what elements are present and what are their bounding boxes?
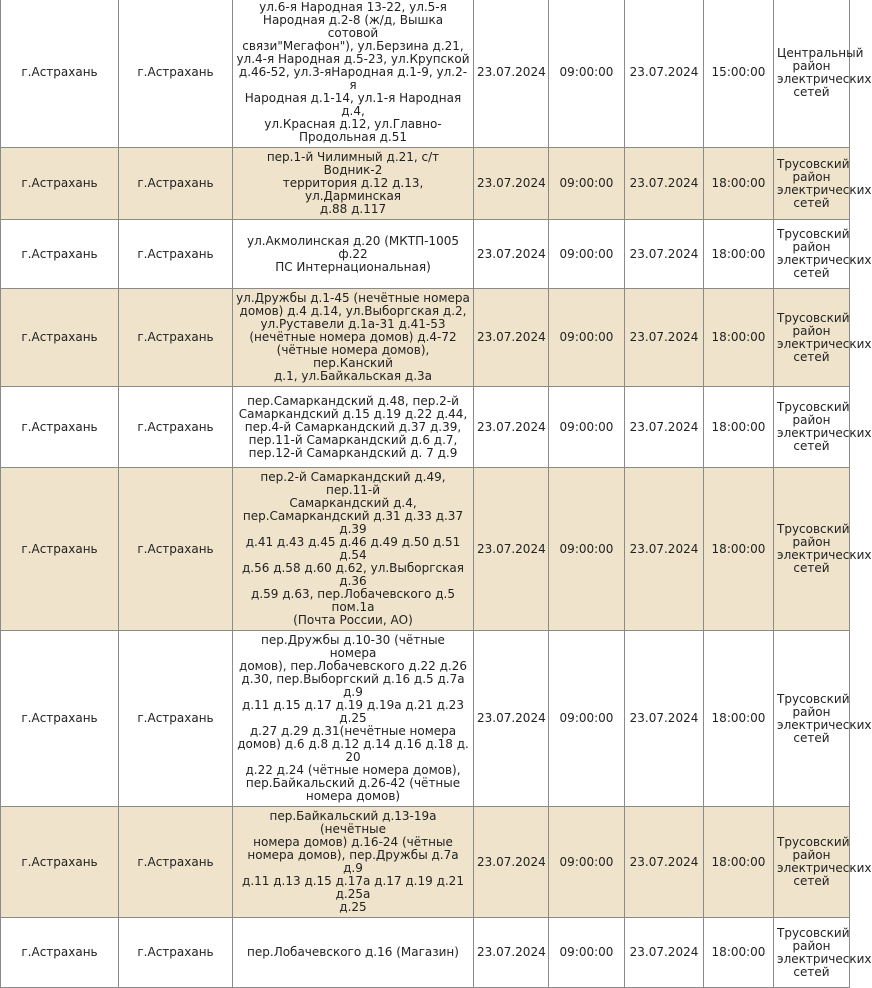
settlement-cell: г.Астрахань: [1, 918, 119, 988]
address-line: домов) д.6 д.8 д.12 д.14 д.16 д.18 д. 20: [237, 737, 469, 764]
end-time-cell: 18:00:00: [704, 918, 774, 988]
department-cell: [774, 148, 872, 220]
address-line: пер.Самаркандский д.31 д.33 д.37 д.39: [242, 509, 464, 536]
address-line: Народная д.2-8 (ж/д, Вышка сотовой: [262, 13, 444, 40]
address-cell: [233, 387, 474, 468]
end-time-cell: 18:00:00: [704, 220, 774, 289]
address-line: (нечётные номера домов) д.4-72: [249, 330, 457, 344]
start-date-cell: 23.07.2024: [474, 148, 549, 220]
end-date-cell: 23.07.2024: [625, 918, 704, 988]
department-line: Трусовский: [777, 691, 850, 706]
settlement-cell: г.Астрахань: [1, 148, 119, 220]
department-line: Трусовский: [777, 227, 850, 241]
address-cell: [233, 631, 474, 807]
department-line: район: [792, 240, 831, 254]
department-line: район: [792, 413, 831, 427]
start-date-cell: 23.07.2024: [474, 918, 549, 988]
department-line: сетей: [793, 266, 830, 280]
end-date-cell: 23.07.2024: [625, 220, 704, 289]
start-date-cell: 23.07.2024: [474, 387, 549, 468]
department-cell: [774, 918, 872, 988]
locality-cell: г.Астрахань: [119, 0, 233, 148]
start-time-cell: 09:00:00: [549, 289, 625, 387]
start-time-cell: 09:00:00: [549, 807, 625, 918]
locality-cell: г.Астрахань: [119, 289, 233, 387]
address-line: д.11 д.15 д.17 д.19 д.19а д.21 д.23 д.25: [242, 698, 464, 725]
department-line: электрических: [777, 951, 872, 966]
department-line: Трусовский: [777, 522, 850, 536]
department-line: электрических: [777, 548, 872, 562]
settlement-cell: г.Астрахань: [1, 807, 119, 918]
start-time-cell: 09:00:00: [549, 220, 625, 289]
locality-cell: г.Астрахань: [119, 918, 233, 988]
start-time-cell: 09:00:00: [549, 918, 625, 988]
address-line: д.22 д.24 (чётные номера домов),: [245, 763, 461, 777]
address-line: д.46-52, ул.3-яНародная д.1-9, ул.2-я: [238, 65, 468, 92]
address-line: номера домов), пер.Дружбы д.7а д.9: [247, 848, 459, 875]
address-line: д.25: [339, 900, 367, 914]
address-line: пер.Дружбы д.10-30 (чётные номера: [261, 633, 445, 660]
address-line: домов) д.4 д.14, ул.Выборгская д.2,: [239, 304, 467, 318]
address-cell: [233, 289, 474, 387]
settlement-cell: г.Астрахань: [1, 289, 119, 387]
department-line: электрических: [777, 336, 872, 351]
start-date-cell: 23.07.2024: [474, 468, 549, 631]
table-row: [1, 148, 850, 220]
address-line: территория д.12 д.13, ул.Дарминская: [282, 176, 424, 203]
settlement-cell: г.Астрахань: [1, 468, 119, 631]
start-time-cell: 09:00:00: [549, 148, 625, 220]
address-line: ул.Акмолинская д.20 (МКТП-1005 ф.22: [247, 233, 459, 261]
department-line: электрических: [777, 426, 872, 440]
department-line: район: [792, 938, 831, 953]
address-cell: [233, 918, 474, 988]
address-line: пер.2-й Самаркандский д.49, пер.11-й: [260, 470, 446, 497]
department-line: район: [792, 58, 831, 73]
address-line: связи"Мегафон"), ул.Берзина д.21,: [242, 39, 464, 53]
department-cell: [774, 807, 872, 918]
address-line: (чётные номера домов), пер.Канский: [276, 343, 430, 370]
department-line: район: [792, 704, 831, 719]
department-line: Трусовский: [777, 925, 850, 940]
settlement-cell: г.Астрахань: [1, 631, 119, 807]
address-line: д.11 д.13 д.15 д.17а д.17 д.19 д.21 д.25а: [242, 874, 464, 901]
department-line: Трусовский: [777, 835, 850, 849]
department-line: район: [792, 323, 831, 338]
department-line: район: [792, 848, 831, 862]
end-date-cell: 23.07.2024: [625, 468, 704, 631]
table-body: [1, 0, 872, 988]
address-line: номера домов): [305, 789, 401, 803]
start-date-cell: 23.07.2024: [474, 807, 549, 918]
department-line: сетей: [793, 349, 830, 364]
start-date-cell: 23.07.2024: [474, 289, 549, 387]
address-line: д.56 д.58 д.60 д.62, ул.Выборгская д.36: [242, 561, 464, 588]
address-line: номера домов) д.16-24 (чётные: [253, 835, 453, 849]
start-date-cell: 23.07.2024: [474, 631, 549, 807]
address-line: д.59 д.63, пер.Лобачевского д.5 пом.1а: [251, 587, 455, 614]
department-line: Трусовский: [777, 400, 850, 414]
end-time-cell: 18:00:00: [704, 148, 774, 220]
end-date-cell: 23.07.2024: [625, 807, 704, 918]
settlement-cell: г.Астрахань: [1, 387, 119, 468]
department-cell: [774, 468, 872, 631]
start-date-cell: 23.07.2024: [474, 0, 549, 148]
address-cell: [233, 807, 474, 918]
address-line: ул.6-я Народная 13-22, ул.5-я: [259, 0, 447, 14]
start-date-cell: 23.07.2024: [474, 220, 549, 289]
department-line: район: [792, 535, 831, 549]
address-line: ул.Руставели д.1а-31 д.41-53: [260, 317, 446, 331]
department-line: Трусовский: [777, 310, 850, 325]
locality-cell: г.Астрахань: [119, 220, 233, 289]
address-line: пер.Лобачевского д.16 (Магазин): [247, 945, 459, 959]
department-cell: [774, 0, 872, 148]
department-line: электрических: [777, 71, 872, 86]
address-line: (Почта России, АО): [293, 613, 413, 627]
address-cell: [233, 468, 474, 631]
address-line: ул.Красная д.12, ул.Главно-: [264, 117, 442, 131]
end-time-cell: 18:00:00: [704, 807, 774, 918]
address-line: пер.Байкальский д.13-19а (нечётные: [269, 809, 437, 836]
address-line: Самаркандский д.4,: [289, 496, 417, 510]
locality-cell: г.Астрахань: [119, 807, 233, 918]
department-cell: [774, 387, 872, 468]
end-date-cell: 23.07.2024: [625, 289, 704, 387]
end-time-cell: 18:00:00: [704, 289, 774, 387]
table-row: [1, 918, 850, 988]
table-row: [1, 631, 850, 807]
table-row: [1, 807, 850, 918]
address-line: пер.12-й Самаркандский д. 7 д.9: [248, 445, 458, 460]
department-line: сетей: [793, 964, 830, 979]
department-line: электрических: [777, 253, 872, 267]
department-line: сетей: [793, 84, 830, 99]
department-line: электрических: [777, 717, 872, 732]
table-row: [1, 220, 850, 289]
department-cell: [774, 631, 872, 807]
address-line: д.27 д.29 д.31(нечётные номера: [249, 724, 457, 738]
department-line: сетей: [793, 874, 830, 888]
locality-cell: г.Астрахань: [119, 631, 233, 807]
table-row: [1, 387, 850, 468]
address-line: Продольная д.51: [299, 130, 407, 144]
table-row: [1, 289, 850, 387]
end-time-cell: 15:00:00: [704, 0, 774, 148]
address-cell: [233, 0, 474, 148]
address-line: ул.Дружбы д.1-45 (нечётные номера: [236, 291, 470, 305]
address-line: пер.1-й Чилимный д.21, с/т Водник-2: [266, 150, 440, 177]
address-line: Самаркандский д.15 д.19 д.22 д.44,: [238, 406, 468, 421]
address-line: д.1, ул.Байкальская д.3а: [273, 369, 433, 383]
table-row: [1, 0, 850, 148]
address-line: пер.4-й Самаркандский д.37 д.39,: [244, 419, 462, 434]
address-line: д.88 д.117: [319, 202, 387, 216]
address-line: ул.4-я Народная д.5-23, ул.Крупской: [236, 52, 470, 66]
end-date-cell: 23.07.2024: [625, 0, 704, 148]
department-cell: [774, 289, 872, 387]
start-time-cell: 09:00:00: [549, 0, 625, 148]
locality-cell: г.Астрахань: [119, 468, 233, 631]
department-line: электрических: [777, 182, 872, 197]
department-line: Трусовский: [777, 156, 850, 171]
address-line: Народная д.1-14, ул.1-я Народная д.4,: [244, 91, 462, 118]
department-cell: [774, 220, 872, 289]
end-time-cell: 18:00:00: [704, 387, 774, 468]
department-line: сетей: [793, 730, 830, 745]
address-line: д.30, пер.Выборгский д.16 д.5 д.7а д.9: [241, 672, 465, 699]
locality-cell: г.Астрахань: [119, 387, 233, 468]
address-line: пер.Байкальский д.26-42 (чётные: [245, 776, 461, 790]
address-cell: [233, 148, 474, 220]
department-line: сетей: [793, 195, 830, 210]
department-line: сетей: [793, 439, 830, 453]
address-line: пер.11-й Самаркандский д.6 д.7,: [248, 432, 458, 447]
address-line: д.41 д.43 д.45 д.46 д.49 д.50 д.51 д.54: [245, 535, 461, 562]
address-cell: [233, 220, 474, 289]
department-line: сетей: [793, 561, 830, 575]
locality-cell: г.Астрахань: [119, 148, 233, 220]
start-time-cell: 09:00:00: [549, 387, 625, 468]
department-line: Центральный: [777, 45, 864, 60]
address-line: ПС Интернациональная): [275, 259, 431, 274]
end-time-cell: 18:00:00: [704, 468, 774, 631]
table-row: [1, 468, 850, 631]
end-date-cell: 23.07.2024: [625, 387, 704, 468]
start-time-cell: 09:00:00: [549, 468, 625, 631]
end-date-cell: 23.07.2024: [625, 631, 704, 807]
settlement-cell: г.Астрахань: [1, 220, 119, 289]
start-time-cell: 09:00:00: [549, 631, 625, 807]
address-line: пер.Самаркандский д.48, пер.2-й: [247, 393, 459, 408]
department-line: район: [792, 169, 831, 184]
department-line: электрических: [777, 861, 872, 875]
address-line: домов), пер.Лобачевского д.22 д.26: [239, 659, 467, 673]
end-date-cell: 23.07.2024: [625, 148, 704, 220]
settlement-cell: г.Астрахань: [1, 0, 119, 148]
end-time-cell: 18:00:00: [704, 631, 774, 807]
